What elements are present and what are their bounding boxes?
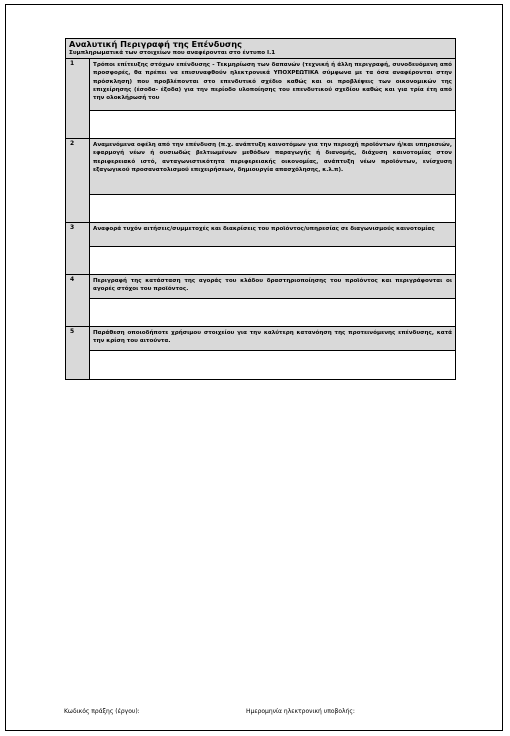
row-number: 2	[66, 139, 90, 222]
row-number: 1	[66, 59, 90, 138]
investment-description-form	[65, 38, 456, 380]
answer-field-2[interactable]	[90, 195, 455, 222]
section-title: Αναλυτική Περιγραφή της Επένδυσης	[69, 39, 242, 49]
section-subtitle: Συμπληρωματικά των στοιχείων που αναφέρονται στο έντυπο Ι.1	[69, 50, 276, 56]
answer-field-1[interactable]	[90, 111, 455, 138]
answer-field-4[interactable]	[90, 299, 455, 326]
form-row-2	[66, 139, 455, 223]
row-description: Αναμενόμενα οφέλη από την επένδυση (π.χ. ανάπτυξη καινοτόμων για την περιοχή προϊόντων ή/και υπηρεσιών, εφαρμογή νέων ή ουσιωδώς βελτιωμένων μεθόδων παραγωγής ή διανομής, διάχυση καινοτομίας στον περιφερειακό ιστό, ανταγωνιστικότητα περιφερειακής οικονομίας, ανάπτυξη νέων προϊόντων, ενίσχυση εξαγωγικού προσανατολισμού επιχειρήσεων, δημιουργία απασχόλησης, κ.λ.π).	[90, 139, 455, 195]
form-row-1	[66, 59, 455, 139]
form-row-5	[66, 327, 455, 379]
row-number: 4	[66, 275, 90, 326]
project-code-label: Κωδικός πράξης (έργου):	[64, 708, 140, 715]
form-row-4	[66, 275, 455, 327]
form-header	[66, 39, 455, 59]
row-number: 3	[66, 223, 90, 274]
answer-field-3[interactable]	[90, 247, 455, 274]
row-description: Παράθεση οποιοδήποτε χρήσιμου στοιχείου για την καλύτερη κατανόηση της προτεινόμενης επένδυσης, κατά την κρίση του αιτούντα.	[90, 327, 455, 351]
row-description: Αναφορά τυχόν αιτήσεις/συμμετοχές και διακρίσεις του προϊόντος/υπηρεσίας σε διαγωνισμούς καινοτομίας	[90, 223, 455, 247]
document-page	[5, 4, 503, 731]
form-row-3	[66, 223, 455, 275]
row-number: 5	[66, 327, 90, 379]
row-description: Τρόποι επίτευξης στόχων επένδυσης - Τεκμηρίωση των δαπανών (τεχνική ή άλλη περιγραφή, συνοδευόμενη από προσφορές, θα πρέπει να επισυναφθούν ηλεκτρονικά ΥΠΟΧΡΕΩΤΙΚΑ σύμφωνα με τα όσα αναφέρονται στην πρόσκληση) που προβλέπονται στο επενδυτικό σχέδιο καθώς και οι προβλέψεις των οικονομικών της επιχείρησης (έσοδα- έξοδα) για την περίοδο υλοποίησης του επενδυτικού σχεδίου καθώς και για τρία έτη από την ολοκλήρωσή του	[90, 59, 455, 111]
row-description: Περιγραφή της κατάσταση της αγοράς του κλάδου δραστηριοποίησης του προϊόντος και περιγράφονται οι αγορές στόχοι του προϊόντος.	[90, 275, 455, 299]
answer-field-5[interactable]	[90, 351, 455, 379]
submission-date-label: Ημερομηνία ηλεκτρονική υποβολής:	[246, 708, 355, 715]
